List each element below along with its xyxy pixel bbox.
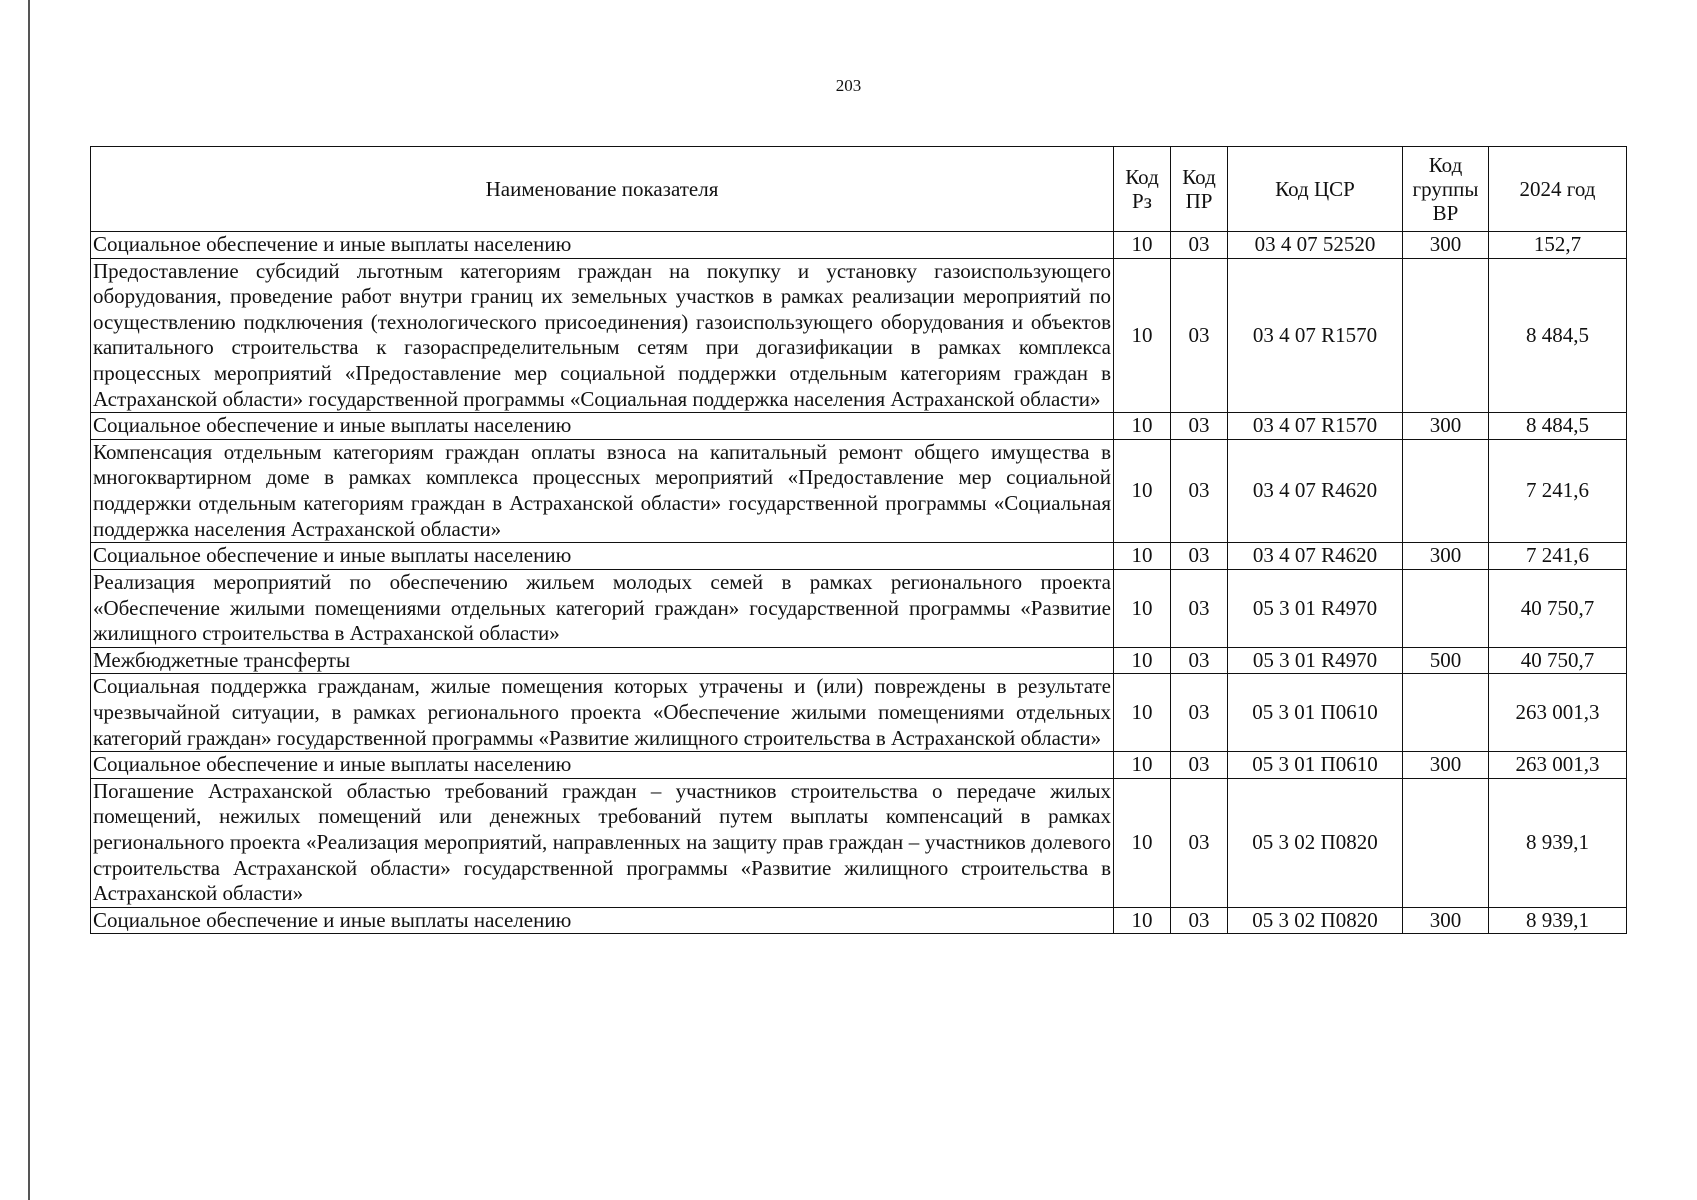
row-amount: 152,7 — [1489, 232, 1627, 259]
table-row — [91, 543, 1627, 570]
row-code-pr: 03 — [1171, 232, 1228, 259]
row-code-csr: 05 3 01 R4970 — [1228, 647, 1403, 674]
page-number: 203 — [835, 76, 862, 95]
row-code-rz: 10 — [1114, 413, 1171, 440]
row-amount: 40 750,7 — [1489, 647, 1627, 674]
row-name: Межбюджетные трансферты — [91, 647, 1114, 674]
row-code-csr: 05 3 01 П0610 — [1228, 674, 1403, 752]
row-code-csr: 05 3 02 П0820 — [1228, 907, 1403, 934]
row-code-rz: 10 — [1114, 674, 1171, 752]
row-code-csr: 03 4 07 R1570 — [1228, 258, 1403, 413]
header-code-rz: Код Рз — [1114, 147, 1171, 232]
row-code-vr: 300 — [1403, 413, 1489, 440]
row-code-csr: 03 4 07 R1570 — [1228, 413, 1403, 440]
row-code-csr: 03 4 07 R4620 — [1228, 543, 1403, 570]
row-name: Социальное обеспечение и иные выплаты населению — [91, 543, 1114, 570]
table-row — [91, 569, 1627, 647]
row-code-rz: 10 — [1114, 647, 1171, 674]
row-code-pr: 03 — [1171, 674, 1228, 752]
row-amount: 40 750,7 — [1489, 569, 1627, 647]
row-code-csr: 05 3 01 П0610 — [1228, 752, 1403, 779]
row-amount: 263 001,3 — [1489, 752, 1627, 779]
row-code-vr — [1403, 778, 1489, 907]
header-code-pr: Код ПР — [1171, 147, 1228, 232]
row-code-rz: 10 — [1114, 258, 1171, 413]
row-code-rz: 10 — [1114, 439, 1171, 542]
row-amount: 263 001,3 — [1489, 674, 1627, 752]
table-row — [91, 647, 1627, 674]
row-amount: 8 939,1 — [1489, 778, 1627, 907]
table-row — [91, 439, 1627, 542]
row-amount: 7 241,6 — [1489, 439, 1627, 542]
table-row — [91, 778, 1627, 907]
table-row — [91, 674, 1627, 752]
row-name: Социальное обеспечение и иные выплаты населению — [91, 413, 1114, 440]
row-code-pr: 03 — [1171, 543, 1228, 570]
row-code-pr: 03 — [1171, 439, 1228, 542]
row-amount: 8 939,1 — [1489, 907, 1627, 934]
row-name: Компенсация отдельным категориям граждан оплаты взноса на капитальный ремонт общего имущества в многоквартирном доме в рамках комплекса процессных мероприятий «Предоставление мер социальной поддержки отдельным категориям граждан в Астраханской области» государственной программы «Социальная поддержка населения Астраханской области» — [91, 439, 1114, 542]
row-amount: 8 484,5 — [1489, 258, 1627, 413]
row-name: Социальное обеспечение и иные выплаты населению — [91, 752, 1114, 779]
row-code-rz: 10 — [1114, 752, 1171, 779]
row-name: Предоставление субсидий льготным категориям граждан на покупку и установку газоиспользующего оборудования, проведение работ внутри границ их земельных участков в рамках реализации мероприятий по осуществлению подключения (технологического присоединения) газоиспользующего оборудования и объектов капитального строительства к газораспределительным сетям при догазификации в рамках комплекса процессных мероприятий «Предоставление мер социальной поддержки отдельным категориям граждан в Астраханской области» государственной программы «Социальная поддержка населения Астраханской области» — [91, 258, 1114, 413]
row-name: Социальное обеспечение и иные выплаты населению — [91, 907, 1114, 934]
row-code-csr: 03 4 07 R4620 — [1228, 439, 1403, 542]
row-name: Реализация мероприятий по обеспечению жильем молодых семей в рамках регионального проекта «Обеспечение жилыми помещениями отдельных категорий граждан» государственной программы «Развитие жилищного строительства в Астраханской области» — [91, 569, 1114, 647]
scan-edge-line — [28, 0, 30, 1200]
row-code-vr: 300 — [1403, 543, 1489, 570]
row-code-vr: 300 — [1403, 752, 1489, 779]
row-code-vr — [1403, 674, 1489, 752]
table-header-row — [91, 147, 1627, 232]
table-row — [91, 752, 1627, 779]
table-row — [91, 258, 1627, 413]
table-row — [91, 907, 1627, 934]
row-code-vr: 300 — [1403, 232, 1489, 259]
row-code-pr: 03 — [1171, 752, 1228, 779]
row-name: Социальная поддержка гражданам, жилые помещения которых утрачены и (или) повреждены в результате чрезвычайной ситуации, в рамках регионального проекта «Обеспечение жилыми помещениями отдельных категорий граждан» государственной программы «Развитие жилищного строительства в Астраханской области» — [91, 674, 1114, 752]
row-code-pr: 03 — [1171, 569, 1228, 647]
row-code-csr: 03 4 07 52520 — [1228, 232, 1403, 259]
row-code-csr: 05 3 02 П0820 — [1228, 778, 1403, 907]
row-code-pr: 03 — [1171, 907, 1228, 934]
row-code-pr: 03 — [1171, 778, 1228, 907]
row-name: Погашение Астраханской областью требований граждан – участников строительства о передаче жилых помещений, нежилых помещений или денежных требований путем выплаты компенсаций в рамках регионального проекта «Реализация мероприятий, направленных на защиту прав граждан – участников долевого строительства Астраханской области» государственной программы «Развитие жилищного строительства в Астраханской области» — [91, 778, 1114, 907]
row-code-vr — [1403, 569, 1489, 647]
table-row — [91, 413, 1627, 440]
row-code-rz: 10 — [1114, 569, 1171, 647]
row-code-vr: 300 — [1403, 907, 1489, 934]
row-code-vr — [1403, 258, 1489, 413]
row-code-rz: 10 — [1114, 778, 1171, 907]
row-code-rz: 10 — [1114, 543, 1171, 570]
header-name: Наименование показателя — [91, 147, 1114, 232]
row-code-rz: 10 — [1114, 232, 1171, 259]
header-code-csr: Код ЦСР — [1228, 147, 1403, 232]
row-code-pr: 03 — [1171, 258, 1228, 413]
row-amount: 7 241,6 — [1489, 543, 1627, 570]
row-code-pr: 03 — [1171, 647, 1228, 674]
row-name: Социальное обеспечение и иные выплаты населению — [91, 232, 1114, 259]
row-code-rz: 10 — [1114, 907, 1171, 934]
row-code-vr — [1403, 439, 1489, 542]
row-code-vr: 500 — [1403, 647, 1489, 674]
header-code-vr: Код группы ВР — [1403, 147, 1489, 232]
row-amount: 8 484,5 — [1489, 413, 1627, 440]
table-row — [91, 232, 1627, 259]
row-code-csr: 05 3 01 R4970 — [1228, 569, 1403, 647]
budget-table — [90, 146, 1627, 934]
header-year-2024: 2024 год — [1489, 147, 1627, 232]
row-code-pr: 03 — [1171, 413, 1228, 440]
